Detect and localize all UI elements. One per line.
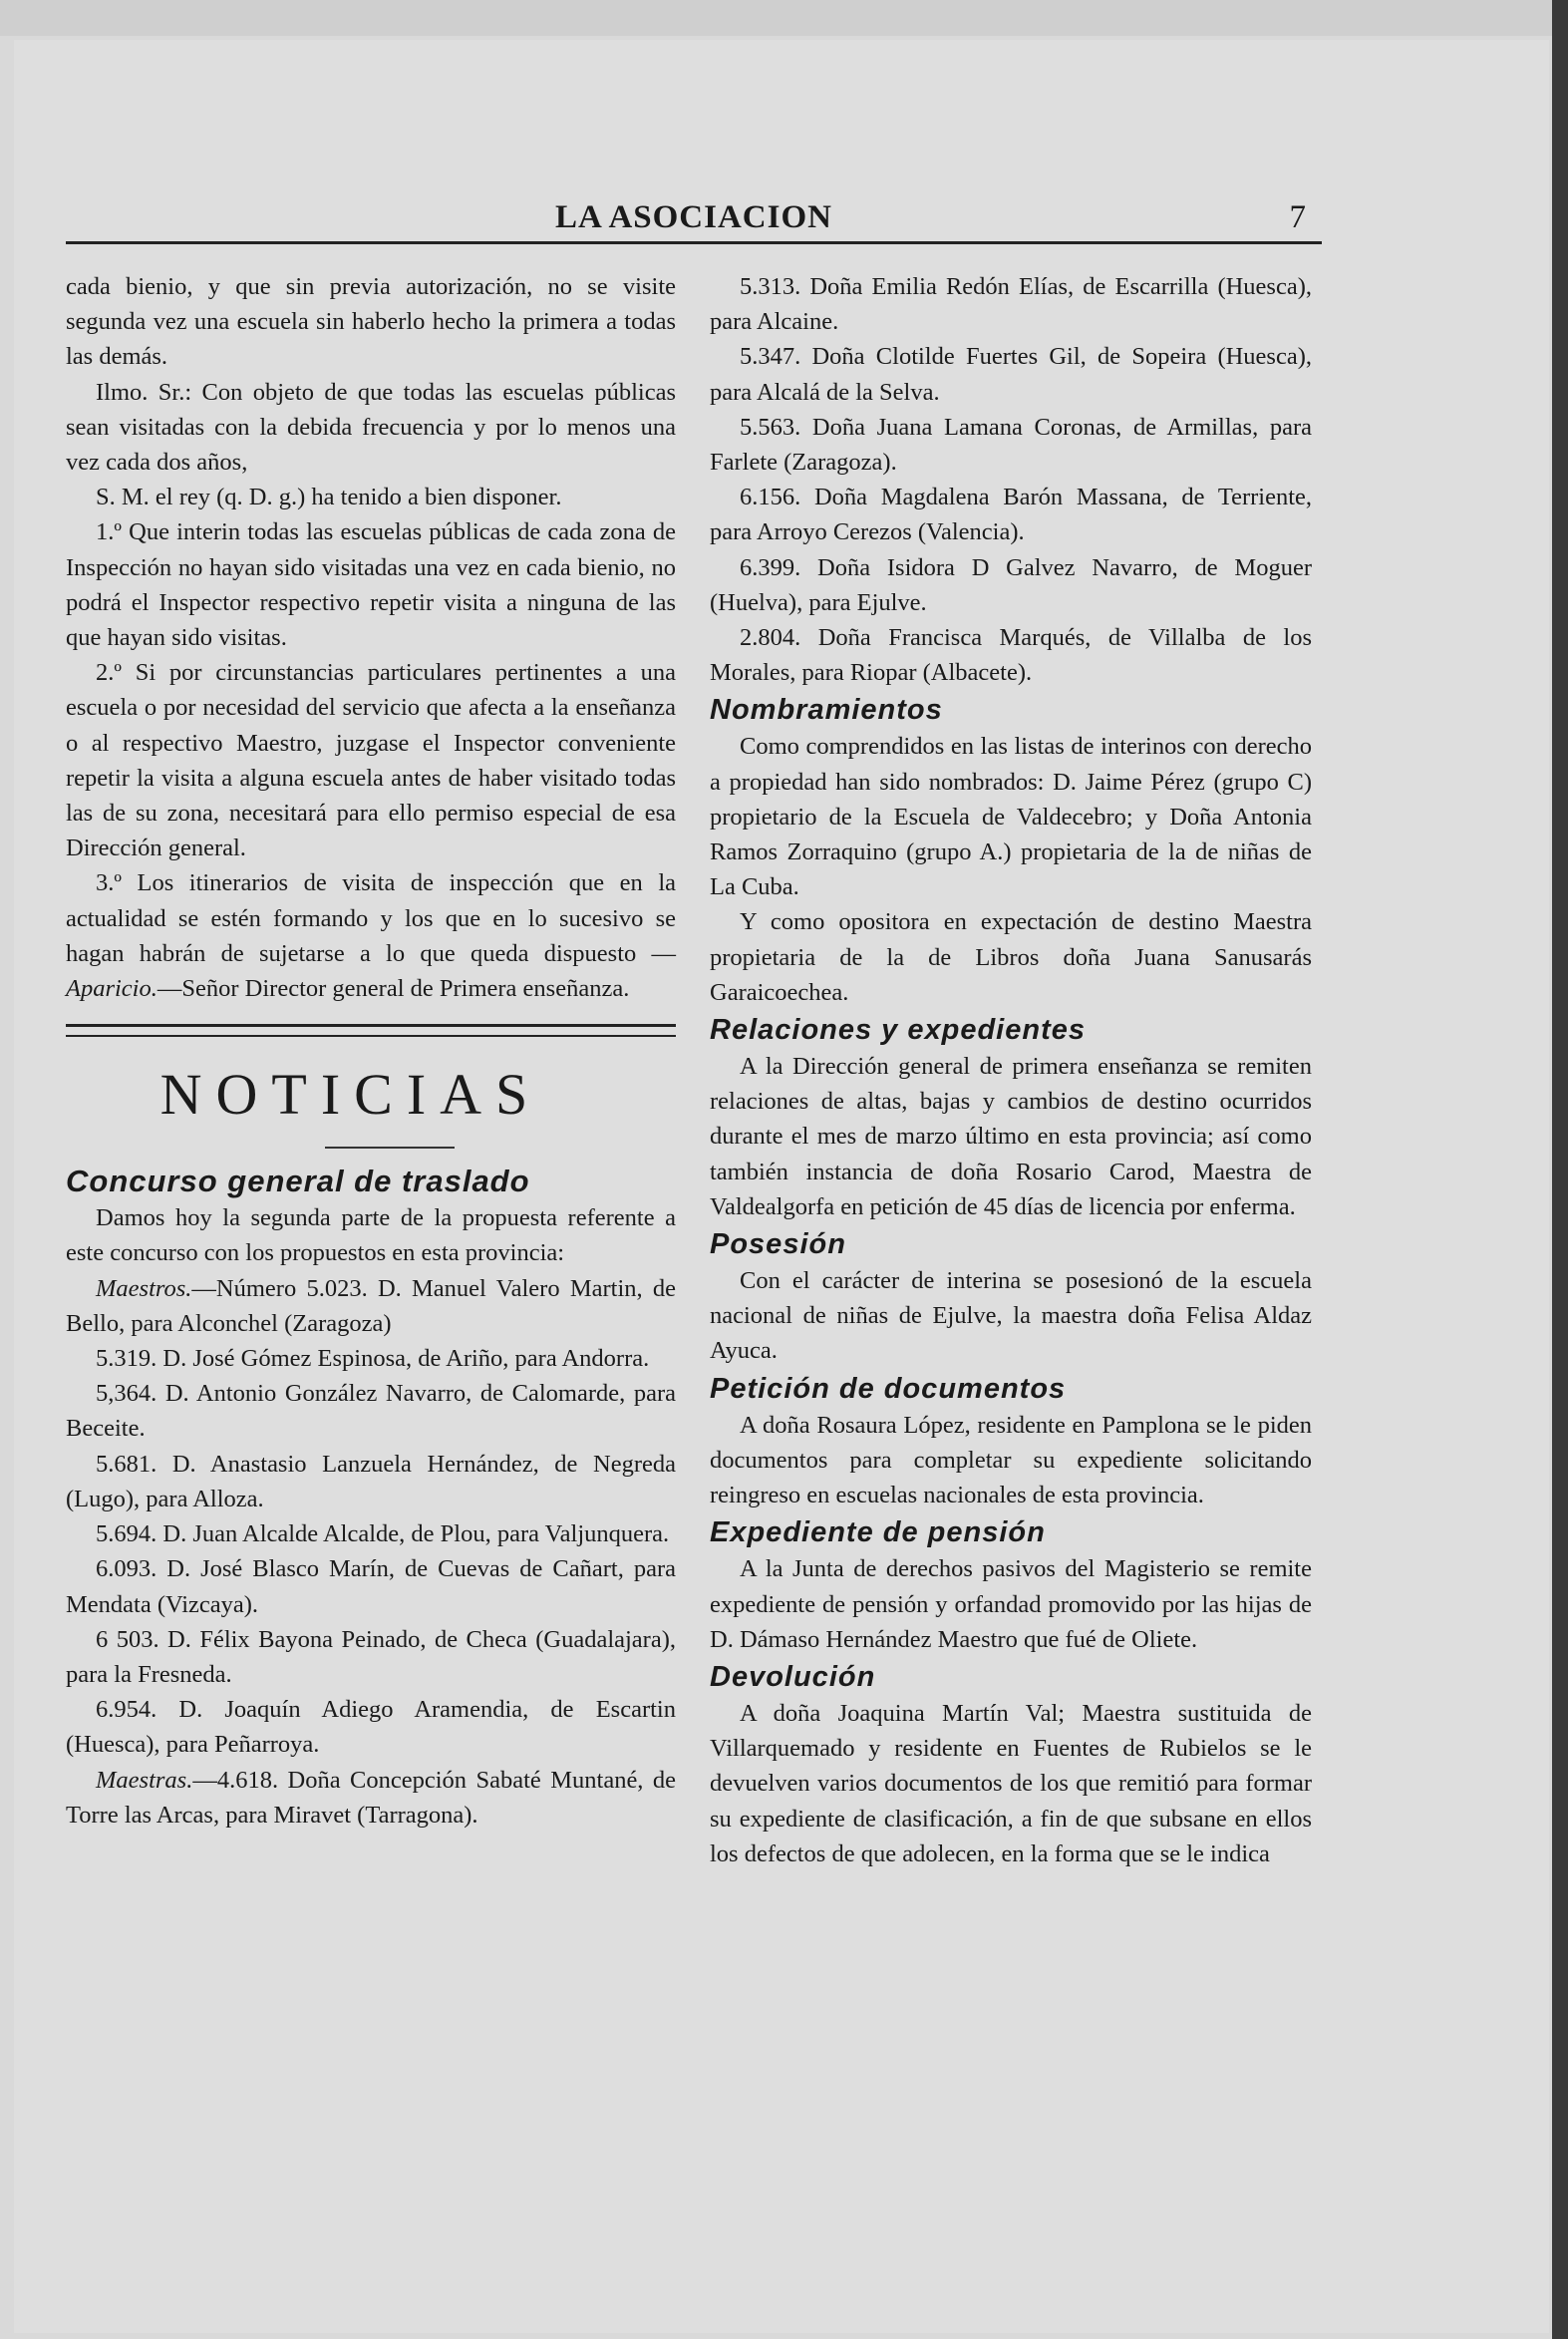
page-header [66, 193, 1322, 243]
journal-title: LA ASOCIACION [555, 199, 832, 235]
paragraph: Con el carácter de interina se posesionó de la escuela nacional de niñas de Ejulve, la maestra doña Felisa Aldaz Ayuca. [710, 1267, 1312, 1365]
paragraph-text: —Señor Director general de Primera enseñanza. [157, 975, 630, 1003]
short-rule [325, 1147, 455, 1149]
list-item: 6.399. Doña Isidora D Galvez Navarro, de Moguer (Huelva), para Ejulve. [710, 553, 1312, 616]
list-item: 5.347. Doña Clotilde Fuertes Gil, de Sopeira (Huesca), para Alcalá de la Selva. [710, 343, 1312, 406]
section-heading: Nombramientos [710, 694, 943, 727]
list-text: —Número 5.023. D. Manuel Valero Martin, de Bello, para Alconchel (Zaragoza) [66, 1274, 676, 1337]
paragraph: A doña Joaquina Martín Val; Maestra sustituida de Villarquemado y residente en Fuentes de Rubielos se le devuelven varios documentos de los que remitió para formar su expediente de clasificación, a fin de que subsane en ellos los defectos de que adolecen, en la forma que se le indica [710, 1699, 1312, 1867]
list-item: 6 503. D. Félix Bayona Peinado, de Checa (Guadalajara), para la Fresneda. [66, 1625, 676, 1688]
section-title: NOTICIAS [159, 1062, 542, 1128]
paragraph: cada bienio, y que sin previa autorización, no se visite segunda vez una escuela sin haberlo hecho la primera a todas las demás. [66, 273, 676, 371]
list-item: 6.954. D. Joaquín Adiego Aramendia, de Escartin (Huesca), para Peñarroya. [66, 1696, 676, 1759]
list-item [66, 1271, 676, 1341]
paragraph: Como comprendidos en las listas de interinos con derecho a propiedad han sido nombrados: D. Jaime Pérez (grupo C) propietario de la Escuela de Valdecebro; y Doña Antonia Ramos Zorraquino (grupo A.) propietaria de la de niñas de La Cuba. [710, 733, 1312, 901]
page-right-edge [1552, 0, 1568, 2339]
list-item: 5.313. Doña Emilia Redón Elías, de Escarrilla (Huesca), para Alcaine. [710, 273, 1312, 336]
list-item: 5,364. D. Antonio González Navarro, de Calomarde, para Beceite. [66, 1380, 676, 1443]
paragraph [66, 865, 676, 1006]
paragraph: Damos hoy la segunda parte de la propuesta referente a este concurso con los propuestos en esta provincia: [66, 1204, 676, 1267]
paragraph: S. M. el rey (q. D. g.) ha tenido a bien disponer. [96, 484, 562, 511]
list-item: 5.319. D. José Gómez Espinosa, de Ariño, para Andorra. [96, 1345, 650, 1373]
section-heading: Relaciones y expedientes [710, 1014, 1086, 1047]
paragraph: Ilmo. Sr.: Con objeto de que todas las escuelas públicas sean visitadas con la debida frecuencia y por lo menos una vez cada dos años, [66, 378, 676, 477]
paragraph: 1.º Que interin todas las escuelas públicas de cada zona de Inspección no hayan sido visitadas una vez en cada bienio, no podrá el Inspector respectivo repetir visita a ninguna de las que hayan sido visitas. [66, 518, 676, 652]
section-heading: Petición de documentos [710, 1372, 1067, 1405]
right-column [710, 269, 1312, 1871]
list-item: 6.156. Doña Magdalena Barón Massana, de Terriente, para Arroyo Cerezos (Valencia). [710, 484, 1312, 546]
list-item: 5.563. Doña Juana Lamana Coronas, de Armillas, para Farlete (Zaragoza). [710, 413, 1312, 477]
paragraph: A doña Rosaura López, residente en Pamplona se le piden documentos para completar su expediente solicitando reingreso en escuelas nacionales de esta provincia. [710, 1411, 1312, 1509]
list-label: Maestros. [96, 1274, 192, 1302]
paragraph: 2.º Si por circunstancias particulares pertinentes a una escuela o por necesidad del servicio que afecta a la enseñanza o al respectivo Maestro, juzgase el Inspector conveniente repetir la visita a alguna escuela antes de haber visitado todas las de su zona, necesitará para ello permiso especial de esa Dirección general. [66, 659, 676, 862]
section-heading: Expediente de pensión [710, 1516, 1046, 1549]
list-text: —4.618. Doña Concepción Sabaté Muntané, de Torre las Arcas, para Miravet (Tarragona). [66, 1766, 676, 1829]
section-heading: Concurso general de traslado [66, 1164, 530, 1199]
list-item: 5.694. D. Juan Alcalde Alcalde, de Plou, para Valjunquera. [96, 1520, 670, 1548]
signature: Aparicio. [66, 975, 157, 1003]
list-item: 2.804. Doña Francisca Marqués, de Villalba de los Morales, para Riopar (Albacete). [710, 624, 1312, 687]
paragraph: A la Dirección general de primera enseñanza se remiten relaciones de altas, bajas y cambios de destino ocurridos durante el mes de marzo último en esta provincia; así como también instancia de doña Rosario Carod, Maestra de Valdealgorfa en petición de 45 días de licencia por enferma. [710, 1053, 1312, 1220]
list-item: 6.093. D. José Blasco Marín, de Cuevas de Cañart, para Mendata (Vizcaya). [66, 1555, 676, 1618]
paragraph: A la Junta de derechos pasivos del Magisterio se remite expediente de pensión y orfandad promovido por las hijas de D. Dámaso Hernández Maestro que fué de Oliete. [710, 1555, 1312, 1653]
header-rule [66, 241, 1322, 244]
paragraph-text: 3.º Los itinerarios de visita de inspección que en la actualidad se estén formando y los que en lo sucesivo se hagan habrán de sujetarse a lo que queda dispuesto — [66, 869, 676, 967]
paragraph: Y como opositora en expectación de destino Maestra propietaria de la de Libros doña Juana Sanusarás Garaicoechea. [710, 908, 1312, 1006]
page-top-edge [0, 0, 1568, 36]
section-heading: Posesión [710, 1228, 846, 1261]
double-rule [66, 1024, 676, 1037]
list-item [66, 1763, 676, 1833]
list-label: Maestras. [96, 1766, 193, 1794]
list-item: 5.681. D. Anastasio Lanzuela Hernández, de Negreda (Lugo), para Alloza. [66, 1450, 676, 1512]
page-number: 7 [1289, 199, 1306, 235]
left-column [66, 269, 676, 1833]
noticias-section [66, 1024, 676, 1149]
section-heading: Devolución [710, 1660, 876, 1693]
